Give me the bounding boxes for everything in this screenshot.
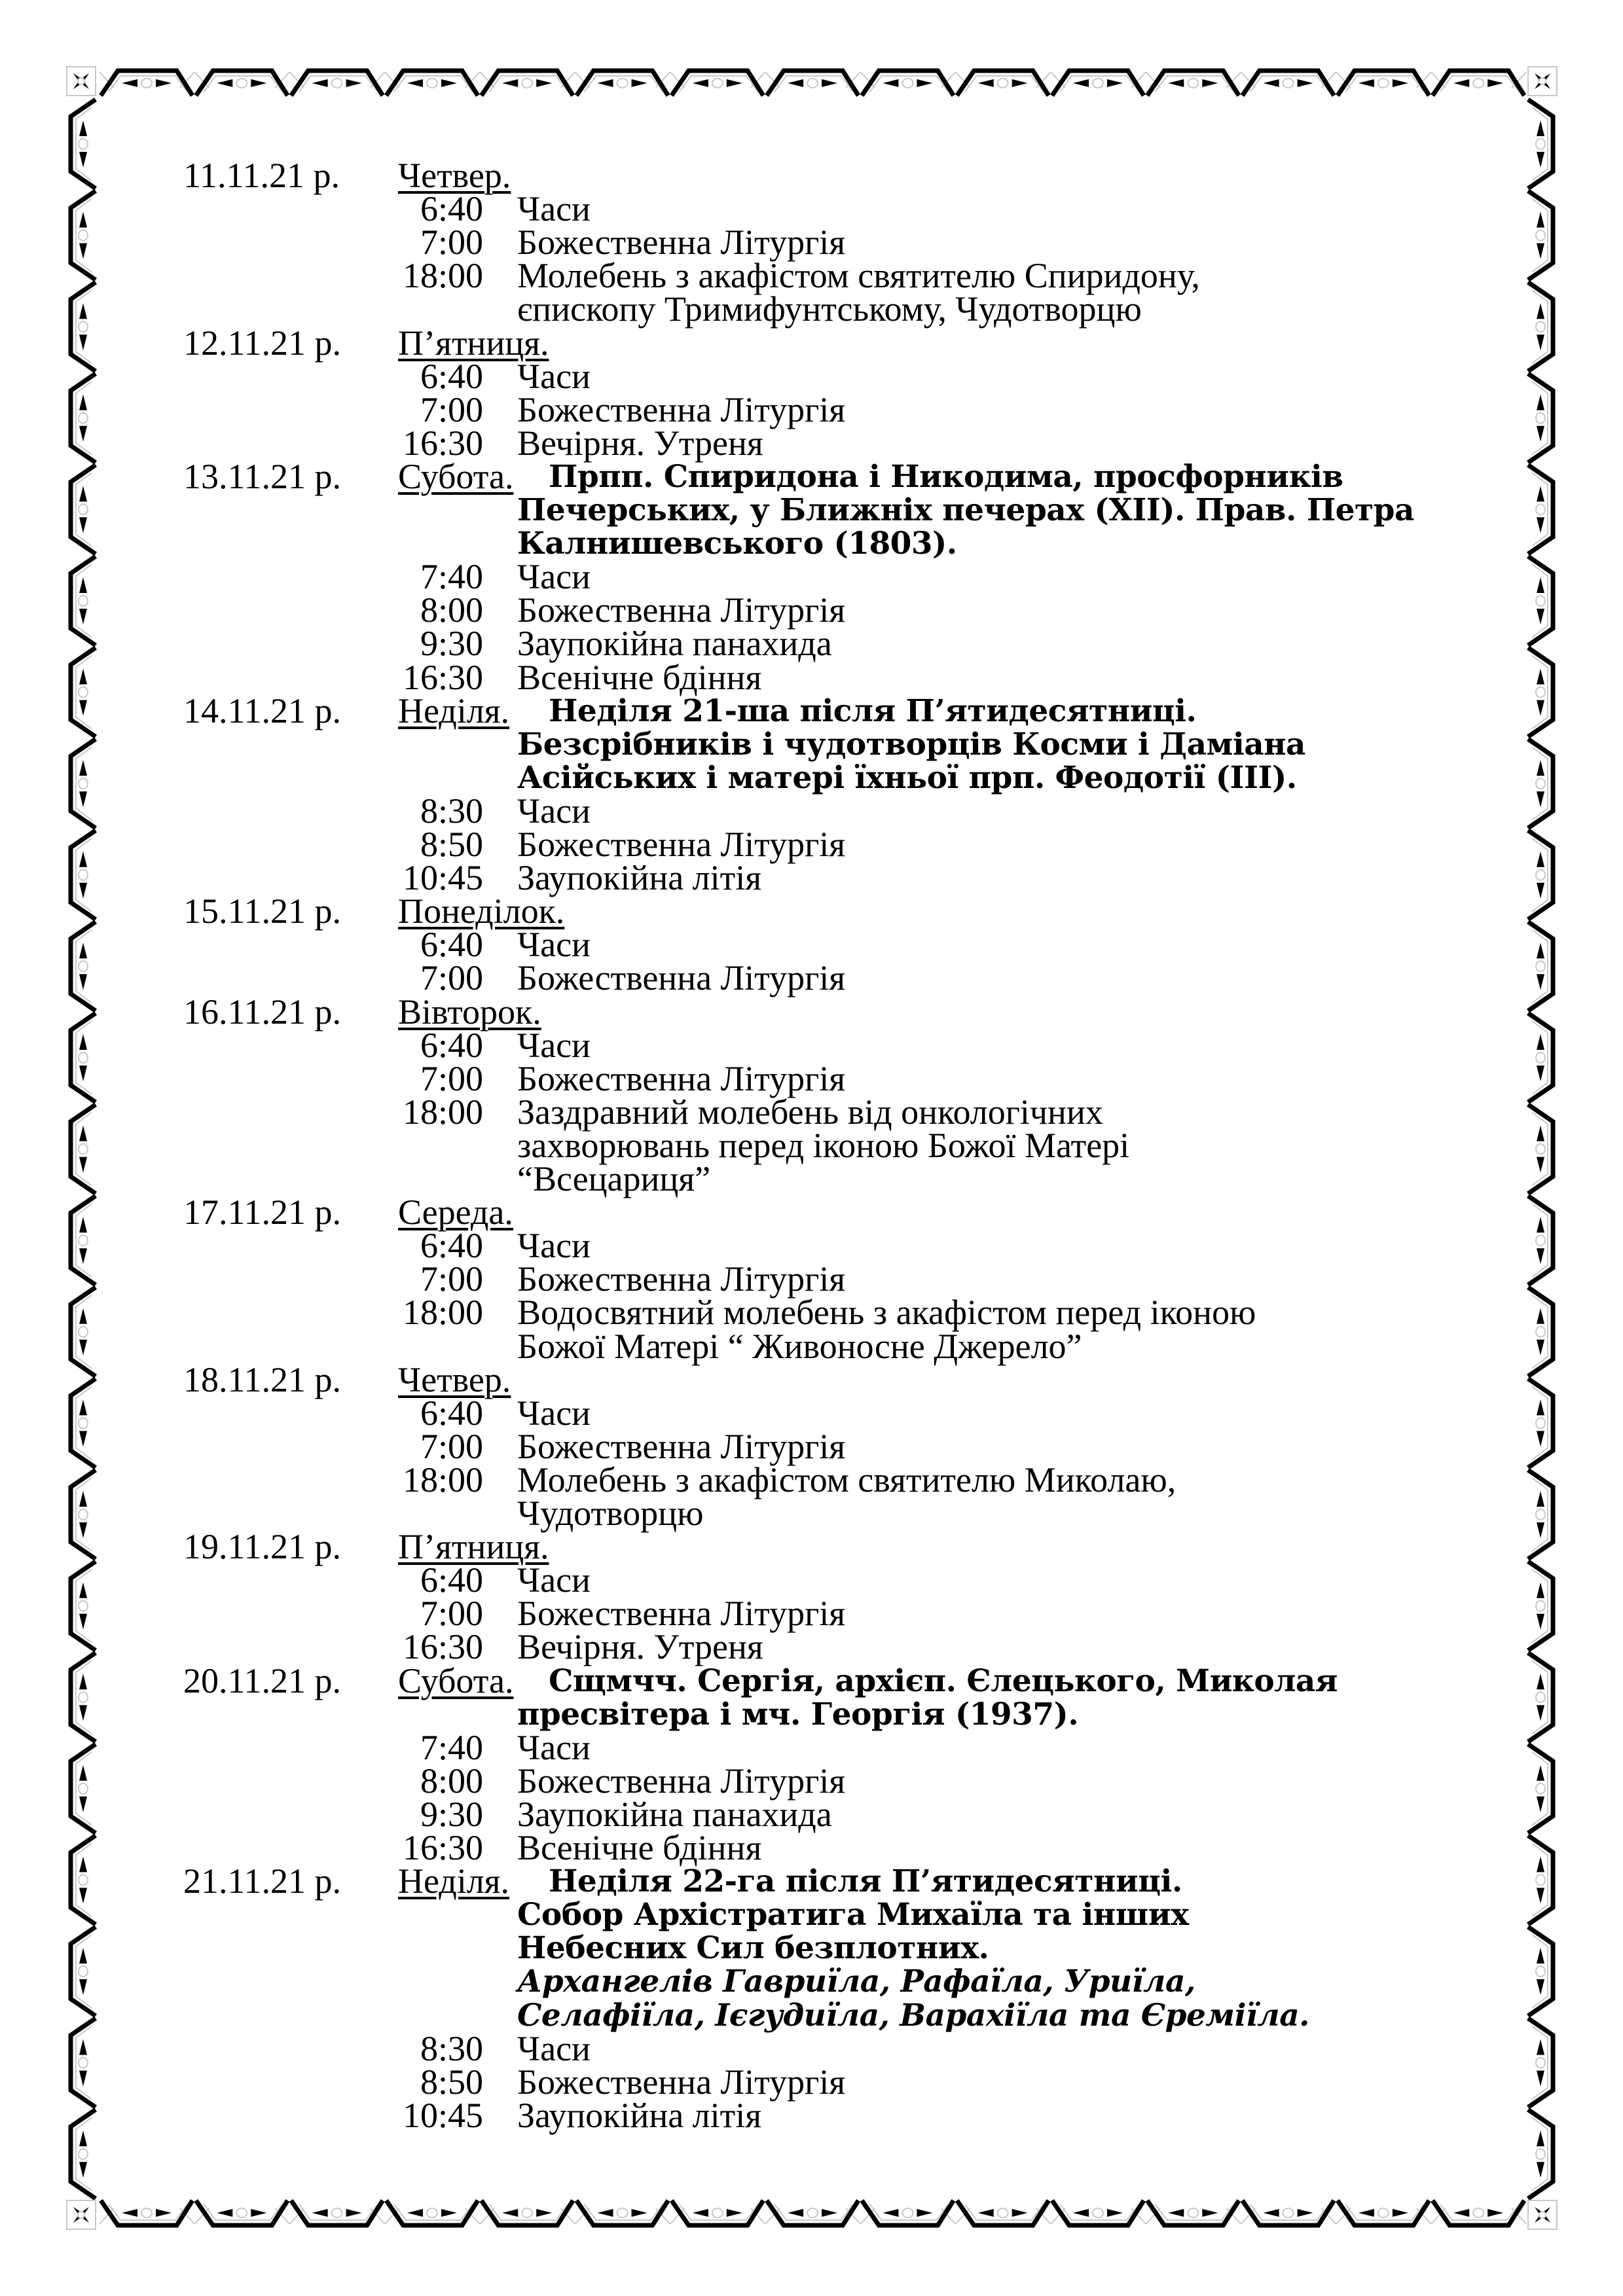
border-ornament-icon — [194, 2200, 289, 2225]
service-time: 7:40 — [420, 557, 483, 597]
day-date: 18.11.21 р. — [183, 1359, 341, 1399]
day-date: 15.11.21 р. — [183, 891, 341, 931]
border-ornament-icon — [385, 71, 480, 96]
border-ornament-icon — [71, 1287, 96, 1376]
service-name: Часи — [517, 1560, 591, 1600]
border-ornament-icon — [1241, 71, 1336, 96]
service-time: 8:50 — [420, 825, 483, 864]
day-weekday: П’ятниця. — [398, 323, 549, 363]
service-time: 8:00 — [420, 1761, 483, 1801]
border-ornament-icon — [765, 2200, 860, 2225]
border-ornament-icon — [100, 2200, 194, 2225]
service-name: Всенічне бдіння — [517, 657, 762, 697]
border-ornament-icon — [71, 1927, 96, 2016]
border-ornament-icon — [71, 922, 96, 1011]
border-top — [100, 71, 1526, 96]
border-ornament-icon — [385, 2200, 480, 2225]
feast-title-line: Собор Архістратига Михаїла та інших — [517, 1897, 1189, 1933]
service-name: Часи — [517, 356, 591, 396]
service-name: Всенічне бдіння — [517, 1828, 762, 1867]
border-ornament-icon — [1528, 1744, 1553, 1833]
border-ornament-icon — [71, 1105, 96, 1194]
service-time: 6:40 — [420, 189, 483, 229]
service-name: Божественна Літургія — [517, 2062, 846, 2102]
service-time: 16:30 — [402, 1627, 483, 1667]
day-weekday: Субота. — [398, 1660, 514, 1700]
border-ornament-icon — [1528, 99, 1553, 188]
service-time: 7:00 — [420, 1594, 483, 1634]
service-time: 8:30 — [420, 2028, 483, 2068]
service-name: захворювань перед іконою Божої Матері — [517, 1125, 1130, 1165]
border-ornament-icon — [860, 71, 955, 96]
day-date: 20.11.21 р. — [183, 1660, 341, 1700]
border-ornament-icon — [956, 2200, 1051, 2225]
day-weekday: П’ятниця. — [398, 1527, 549, 1567]
day-date: 11.11.21 р. — [183, 156, 340, 195]
service-time: 18:00 — [402, 1460, 483, 1499]
border-ornament-icon — [1528, 1927, 1553, 2016]
border-ornament-icon — [480, 2200, 575, 2225]
service-name: Божественна Літургія — [517, 590, 846, 630]
feast-title-line: Сщмчч. Сергія, архієп. Єлецького, Миколая — [549, 1662, 1338, 1699]
border-ornament-icon — [71, 1835, 96, 1924]
service-name: Часи — [517, 2028, 591, 2068]
border-ornament-icon — [71, 465, 96, 554]
day-weekday: Понеділок. — [398, 891, 565, 931]
service-time: 6:40 — [420, 1393, 483, 1433]
border-ornament-icon — [71, 1653, 96, 1742]
border-ornament-icon — [1051, 71, 1146, 96]
border-ornament-icon — [956, 71, 1051, 96]
day-date: 13.11.21 р. — [183, 456, 341, 496]
border-ornament-icon — [1146, 2200, 1241, 2225]
service-time: 8:00 — [420, 590, 483, 630]
service-time: 6:40 — [420, 1226, 483, 1266]
service-time: 16:30 — [402, 657, 483, 697]
border-ornament-icon — [71, 1196, 96, 1285]
border-ornament-icon — [71, 374, 96, 463]
border-ornament-icon — [670, 2200, 765, 2225]
feast-title-line: Архангелів Гавриїла, Рафаїла, Уриїла, — [517, 1964, 1195, 2000]
border-ornament-icon — [480, 71, 575, 96]
border-ornament-icon — [670, 71, 765, 96]
feast-title-line: Калнишевського (1803). — [517, 526, 957, 562]
border-ornament-icon — [1528, 1013, 1553, 1102]
border-ornament-icon — [1336, 2200, 1431, 2225]
service-name: Заздравний молебень від онкологічних — [517, 1092, 1103, 1132]
feast-title-line: Селафіїла, Ієгудиїла, Варахіїла та Єреміїла. — [517, 1997, 1310, 2034]
border-ornament-icon — [1431, 71, 1526, 96]
border-ornament-icon — [1528, 831, 1553, 920]
service-name: “Всецариця” — [517, 1159, 711, 1198]
border-ornament-icon — [575, 71, 670, 96]
day-date: 19.11.21 р. — [183, 1527, 341, 1567]
service-name: Божественна Літургія — [517, 389, 846, 429]
feast-title-line: Прпп. Спиридона і Никодима, просфорників — [549, 458, 1343, 495]
service-name: єпископу Тримифунтському, Чудотворцю — [517, 289, 1142, 329]
service-time: 7:00 — [420, 958, 483, 998]
border-ornament-icon — [1336, 71, 1431, 96]
service-time: 6:40 — [420, 356, 483, 396]
border-ornament-icon — [765, 71, 860, 96]
feast-title-line: Печерських, у Ближніх печерах (XII). Прав. Петра — [517, 492, 1414, 528]
day-weekday: Неділя. — [398, 691, 510, 730]
service-name: Божественна Літургія — [517, 1761, 846, 1801]
border-bottom — [100, 2200, 1526, 2225]
border-ornament-icon — [71, 191, 96, 280]
border-ornament-icon — [71, 648, 96, 737]
service-name: Заупокійна панахида — [517, 624, 832, 664]
border-ornament-icon — [1051, 2200, 1146, 2225]
service-name: Божественна Літургія — [517, 825, 846, 864]
service-time: 16:30 — [402, 1828, 483, 1867]
feast-title-line: пресвітера і мч. Георгія (1937). — [517, 1696, 1079, 1732]
day-weekday: Вівторок. — [398, 992, 541, 1031]
border-ornament-icon — [1146, 71, 1241, 96]
border-ornament-icon — [71, 2109, 96, 2198]
service-time: 8:50 — [420, 2062, 483, 2102]
border-ornament-icon — [1528, 922, 1553, 1011]
service-time: 6:40 — [420, 1025, 483, 1065]
service-name: Вечірня. Утреня — [517, 1627, 763, 1667]
service-name: Часи — [517, 791, 591, 831]
service-name: Заупокійна літія — [517, 858, 762, 898]
feast-title-line: Небесних Сил безплотних. — [517, 1930, 989, 1967]
service-name: Часи — [517, 189, 591, 229]
day-date: 17.11.21 р. — [183, 1193, 341, 1232]
service-name: Божественна Літургія — [517, 1259, 846, 1299]
corner-ornament-icon — [1528, 67, 1557, 96]
border-ornament-icon — [1528, 2018, 1553, 2108]
border-ornament-icon — [71, 1470, 96, 1559]
border-ornament-icon — [100, 71, 194, 96]
corner-ornament-icon — [67, 67, 96, 96]
border-ornament-icon — [1528, 2109, 1553, 2198]
service-name: Чудотворцю — [517, 1494, 704, 1533]
border-ornament-icon — [1528, 556, 1553, 645]
day-weekday: Четвер. — [398, 156, 511, 195]
service-name: Заупокійна літія — [517, 2095, 762, 2135]
service-time: 7:00 — [420, 223, 483, 262]
border-ornament-icon — [1241, 2200, 1336, 2225]
border-ornament-icon — [1528, 1378, 1553, 1467]
service-name: Заупокійна панахида — [517, 1794, 832, 1834]
day-weekday: Середа. — [398, 1193, 513, 1232]
border-right — [1528, 99, 1553, 2198]
border-left — [71, 99, 96, 2198]
corner-ornament-icon — [67, 2200, 96, 2229]
day-date: 14.11.21 р. — [183, 691, 341, 730]
service-time: 18:00 — [402, 1293, 483, 1333]
border-ornament-icon — [1528, 282, 1553, 371]
service-name: Божественна Літургія — [517, 958, 846, 998]
border-ornament-icon — [1528, 1470, 1553, 1559]
service-time: 10:45 — [402, 2095, 483, 2135]
border-ornament-icon — [290, 2200, 385, 2225]
border-ornament-icon — [71, 1013, 96, 1102]
border-ornament-icon — [71, 282, 96, 371]
border-ornament-icon — [1528, 1105, 1553, 1194]
border-ornament-icon — [290, 71, 385, 96]
service-name: Молебень з акафістом святителю Миколаю, — [517, 1460, 1176, 1499]
service-time: 18:00 — [402, 1092, 483, 1132]
border-ornament-icon — [1528, 1562, 1553, 1651]
feast-title-line: Асійських і матері їхньої прп. Феодотії (III). — [517, 759, 1297, 796]
service-time: 7:00 — [420, 1426, 483, 1466]
border-ornament-icon — [575, 2200, 670, 2225]
service-time: 7:00 — [420, 389, 483, 429]
day-weekday: Четвер. — [398, 1359, 511, 1399]
border-ornament-icon — [71, 1744, 96, 1833]
service-name: Божої Матері “ Живоносне Джерело” — [517, 1326, 1082, 1366]
border-ornament-icon — [1528, 1196, 1553, 1285]
service-time: 18:00 — [402, 256, 483, 296]
border-ornament-icon — [1528, 1835, 1553, 1924]
border-ornament-icon — [1528, 1653, 1553, 1742]
service-name: Часи — [517, 1226, 591, 1266]
service-name: Молебень з акафістом святителю Спиридону, — [517, 256, 1200, 296]
service-name: Часи — [517, 1727, 591, 1767]
service-time: 9:30 — [420, 624, 483, 664]
service-time: 7:00 — [420, 1058, 483, 1098]
service-name: Божественна Літургія — [517, 223, 846, 262]
border-ornament-icon — [71, 831, 96, 920]
border-ornament-icon — [71, 556, 96, 645]
corner-ornament-icon — [1528, 2200, 1557, 2229]
border-ornament-icon — [71, 99, 96, 188]
day-date: 12.11.21 р. — [183, 323, 341, 363]
service-name: Божественна Літургія — [517, 1058, 846, 1098]
service-time: 8:30 — [420, 791, 483, 831]
day-weekday: Неділя. — [398, 1861, 510, 1901]
border-ornament-icon — [1431, 2200, 1526, 2225]
border-ornament-icon — [71, 739, 96, 828]
service-name: Часи — [517, 1393, 591, 1433]
service-time: 7:00 — [420, 1259, 483, 1299]
feast-title-line: Безсрібників і чудотворців Косми і Даміана — [517, 726, 1306, 762]
service-name: Вечірня. Утреня — [517, 423, 763, 463]
service-time: 6:40 — [420, 925, 483, 965]
day-date: 21.11.21 р. — [183, 1861, 341, 1901]
service-time: 9:30 — [420, 1794, 483, 1834]
border-ornament-icon — [1528, 1287, 1553, 1376]
service-name: Часи — [517, 557, 591, 597]
border-ornament-icon — [71, 1378, 96, 1467]
border-ornament-icon — [71, 1562, 96, 1651]
service-name: Божественна Літургія — [517, 1594, 846, 1634]
service-name: Часи — [517, 1025, 591, 1065]
border-ornament-icon — [1528, 191, 1553, 280]
border-ornament-icon — [1528, 739, 1553, 828]
border-ornament-icon — [71, 2018, 96, 2108]
border-ornament-icon — [1528, 648, 1553, 737]
border-ornament-icon — [1528, 374, 1553, 463]
service-time: 7:40 — [420, 1727, 483, 1767]
feast-title-line: Неділя 22-га після П’ятидесятниці. — [549, 1863, 1182, 1900]
border-ornament-icon — [1528, 465, 1553, 554]
border-ornament-icon — [860, 2200, 955, 2225]
service-name: Часи — [517, 925, 591, 965]
day-weekday: Субота. — [398, 456, 514, 496]
border-ornament-icon — [194, 71, 289, 96]
service-time: 6:40 — [420, 1560, 483, 1600]
feast-title-line: Неділя 21-ша після П’ятидесятниці. — [549, 692, 1197, 729]
service-name: Водосвятний молебень з акафістом перед іконою — [517, 1293, 1256, 1333]
service-time: 10:45 — [402, 858, 483, 898]
service-name: Божественна Літургія — [517, 1426, 846, 1466]
service-time: 16:30 — [402, 423, 483, 463]
day-date: 16.11.21 р. — [183, 992, 341, 1031]
